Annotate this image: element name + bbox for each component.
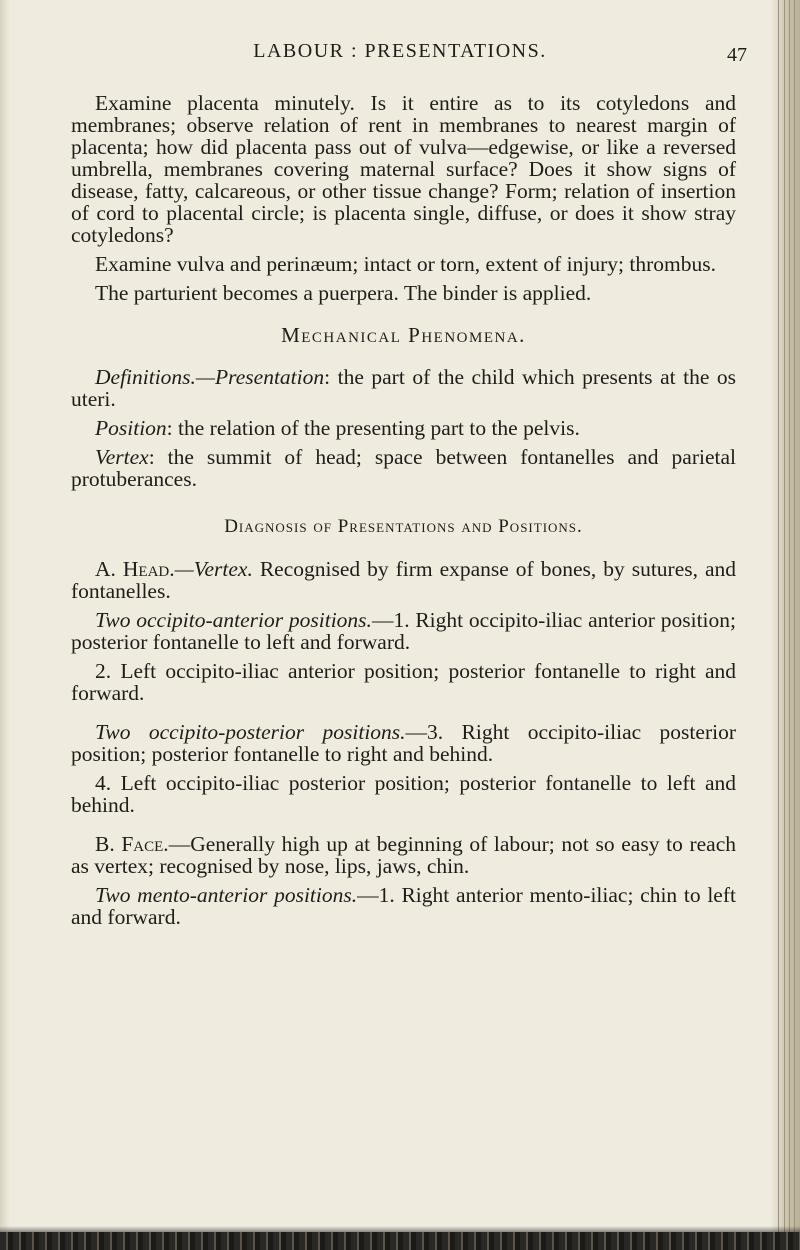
heading-mechanical-phenomena: Mechanical Phenomena. [281, 323, 526, 347]
page-number: 47 [727, 44, 747, 66]
body-text [71, 92, 736, 935]
text-head-vertex: Recognised by firm expanse of bones, by sutures, and fontanelles. [71, 557, 737, 603]
text-definitions: : the part of the child which presents at the os uteri. [71, 365, 736, 411]
text-position: : the relation of the presenting part to the pelvis. [166, 416, 580, 440]
paragraph-position-4: 4. Left occipito-iliac posterior position; posterior fontanelle to left and behind. [71, 771, 736, 817]
paragraph-position [71, 417, 736, 439]
text-occipito-anterior: —1. Right occipito-iliac anterior position; posterior fontanelle to left and forward. [71, 608, 736, 654]
paragraph-placenta: Examine placenta minutely. Is it entire as to its cotyledons and membranes; observe relation of rent in membranes to nearest margin of placenta; how did placenta pass out of vulva—edgewise, or like a reversed umbrella, membranes covering maternal surface? Does it show signs of disease, fatty, calcareous, or other tissue change? Form; relation of insertion of cord to placental circle; is placenta single, diffuse, or does it show stray cotyledons? [71, 91, 736, 247]
paragraph-parturient: The parturient becomes a puerpera. The binder is applied. [95, 281, 592, 305]
text-face: —Generally high up at beginning of labour; not so easy to reach as vertex; recognised by nose, lips, jaws, chin. [71, 832, 736, 878]
text-vertex: : the summit of head; space between fontanelles and parietal protuberances. [71, 445, 736, 491]
paragraph-vulva: Examine vulva and perinæum; intact or torn, extent of injury; thrombus. [95, 252, 716, 276]
paragraph-head-vertex [71, 558, 736, 602]
term-mento-anterior: Two mento-anterior positions. [95, 883, 358, 907]
paragraph-position-2: 2. Left occipito-iliac anterior position; posterior fontanelle to right and forward. [71, 659, 736, 705]
running-head: LABOUR : PRESENTATIONS. [253, 40, 547, 62]
label-head: A. Head. [95, 557, 175, 581]
term-occipito-posterior: Two occipito-posterior positions. [95, 720, 406, 744]
label-face: B. Face. [95, 832, 169, 856]
term-position: Position [95, 416, 167, 440]
paragraph-occipito-posterior [71, 721, 736, 765]
term-vertex: Vertex [95, 445, 149, 469]
paragraph-occipito-anterior [71, 609, 736, 653]
scan-bottom-edge [0, 1232, 800, 1250]
paragraph-mento-anterior [71, 884, 736, 928]
page-fore-edge [770, 0, 800, 1250]
page-gutter-shadow [0, 0, 10, 1250]
paragraph-definitions [71, 366, 736, 410]
text-occipito-posterior: —3. Right occipito-iliac posterior position; posterior fontanelle to right and behind. [71, 720, 736, 766]
text-mento-anterior: —1. Right anterior mento-iliac; chin to left and forward. [71, 883, 736, 929]
paragraph-vertex [71, 446, 736, 490]
heading-diagnosis: Diagnosis of Presentations and Positions. [224, 516, 583, 537]
term-occipito-anterior: Two occipito-anterior positions. [95, 608, 372, 632]
paragraph-face [71, 833, 736, 877]
term-definitions: Definitions.—Presentation [95, 365, 325, 389]
term-vertex-sub: —Vertex. [174, 557, 253, 581]
